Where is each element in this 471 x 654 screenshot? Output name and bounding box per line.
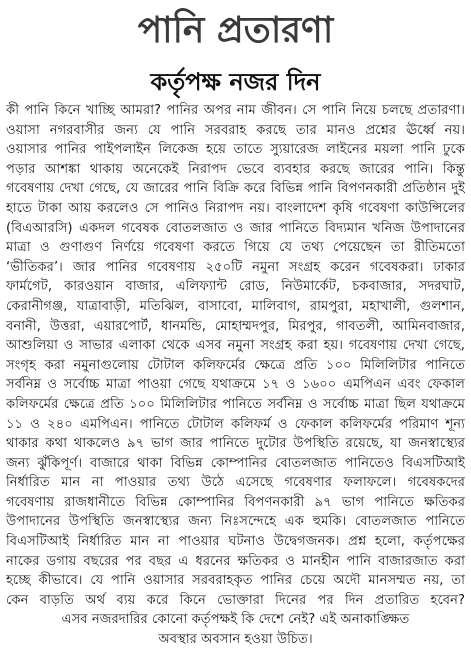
- article-line: ১১ ও ২৪০ এমপিএন। পানিতে টোটাল কলিফর্ম ও ফেকাল কলিফর্মের পরিমাণ শূন্য: [6, 416, 465, 432]
- article-line: জন্য ঝুঁকিপূর্ণ। বাজারে থাকা বিভিন্ন কোম্পানির বোতলজাত পানিতেও বিএসটিআই: [6, 455, 465, 471]
- article-line: কেন বাড়তি অর্থ ব্যয় করে কিনে ভোক্তারা দিনের পর দিন প্রতারিত হবেন?: [6, 592, 465, 608]
- subheadline: কর্তৃপক্ষ নজর দিন: [150, 68, 321, 96]
- article-line: গবেষণায় দেখা গেছে, যে জারের পানি বিক্রি করে বিভিন্ন পানি বিপণনকারী প্রতিষ্ঠান দুই: [6, 181, 465, 197]
- article-line: হচ্ছে কীভাবে। যে পানি ওয়াসার সরবরাহকৃত পানির চেয়ে অদৌ মানসম্মত নয়, তা: [6, 573, 465, 589]
- article-line: সর্বনিম্ন ও সর্বোচ্চ মাত্রা পাওয়া গেছে যথাক্রমে ১৭ ও ১৬০০ এমপিএন এবং ফেকাল: [6, 377, 465, 393]
- article-line: কেরানীগঞ্জ, যাত্রাবাড়ী, মতিঝিল, বাসাবো, মালিবাগ, রামপুরা, মহাখালী, গুলশান,: [6, 298, 465, 314]
- article-line: গবেষণায় রাজধানীতে বিভিন্ন কোম্পানির বিপণনকারী ৯৭ ভাগ পানিতে ক্ষতিকর: [6, 494, 465, 510]
- article-line: আশুলিয়া ও সাভার এলাকা থেকে এসব নমুনা সংগ্রহ করা হয়। গবেষণায় দেখা গেছে,: [6, 338, 465, 354]
- article-line: হাতে টাকা আয় করলেও সে পানিও নিরাপদ নয়। বাংলাদেশ কৃষি গবেষণা কাউন্সিলের: [6, 200, 465, 216]
- article-line: সংগৃহ করা নমুনাগুলোয় টোটাল কলিফর্মের ক্ষেত্রে প্রতি ১০০ মিলিলিটার পানিতে: [6, 357, 465, 373]
- article-line: নির্ধারিত মান না পাওয়ার তথ্য উঠে এসেছে গবেষণার ফলাফলে। গবেষকদের: [6, 475, 465, 491]
- article-line: নাকের ডগায় বছরের পর বছর এ ধরনের ক্ষতিকর ও মানহীন পানি বাজারজাত করা: [6, 553, 465, 569]
- article-line: (বিএআরসি) একদল গবেষক বোতলজাত ও জার পানিতে বিদ্যমান খনিজ উপাদানের: [6, 220, 465, 236]
- article-line: উপাদানের উপস্থিতি জনস্বাস্থ্যের জন্য নিঃসন্দেহে এক হুমকি। বোতলজাত পানিতে: [6, 514, 465, 530]
- article-line: মাত্রা ও গুণাগুণ নির্ণয়ে গবেষণা করতে গিয়ে যে তথ্য পেয়েছেন তা রীতিমতো: [6, 240, 465, 256]
- article-line: বনানী, উত্তরা, এয়ারপোর্ট, ধানমন্ডি, মোহাম্মদপুর, মিরপুর, গাবতলী, আমিনবাজার,: [6, 318, 465, 334]
- article-line: থাকার কথা থাকলেও ৯৭ ভাগ জার পানিতে দুটোর উপস্থিতি রয়েছে, যা জনস্বাস্থ্যের: [6, 436, 465, 452]
- article-line: পড়ার আশঙ্কা থাকায় অনেকেই নিরাপদ ভেবে ব্যবহার করছে জারের পানি। কিন্তু: [6, 161, 465, 177]
- article-line: এসব নজরদারির কোনো কর্তৃপক্ষই কি দেশে নেই? এই অনাকাঙ্ক্ষিত: [61, 612, 410, 628]
- article-line: ওয়াসা নগরবাসীর জন্য যে পানি সরবরাহ করছে তার মানও প্রশ্নের ঊর্ধ্বে নয়।: [6, 122, 465, 138]
- article-line: ওয়াসার পানির পাইপলাইন লিকেজ হয়ে তাতে স্যুয়ারেজ লাইনের ময়লা পানি ঢুকে: [6, 142, 465, 158]
- article-line: ‘ভীতিকর’। জার পানির গবেষণায় ২৫০টি নমুনা সংগ্রহ করেন গবেষকরা। ঢাকার: [6, 259, 465, 275]
- article-line: বিএসটিআই নির্ধারিত মান না পাওয়ার ঘটনাও উদ্বেগজনক। প্রশ্ন হলো, কর্তৃপক্ষের: [6, 534, 465, 550]
- article-line: ফার্মগেট, কারওয়ান বাজার, এলিফ্যান্ট রোড, নিউমার্কেট, চকবাজার, সদরঘাট,: [6, 279, 465, 295]
- article-body: [6, 101, 465, 650]
- article-line: কী পানি কিনে খাচ্ছি আমরা? পানির অপর নাম জীবন। সে পানি নিয়ে চলছে প্রতারণা।: [6, 103, 465, 118]
- article-line: কলিফর্মের ক্ষেত্রে প্রতি ১০০ মিলিলিটার পানিতে সর্বনিম্ন ও সর্বোচ্চ মাত্রা ছিল যথাক্রমে: [6, 396, 465, 412]
- headline: পানি প্রতারণা: [137, 10, 334, 51]
- article-line: অবস্থার অবসান হওয়া উচিত।: [158, 632, 313, 648]
